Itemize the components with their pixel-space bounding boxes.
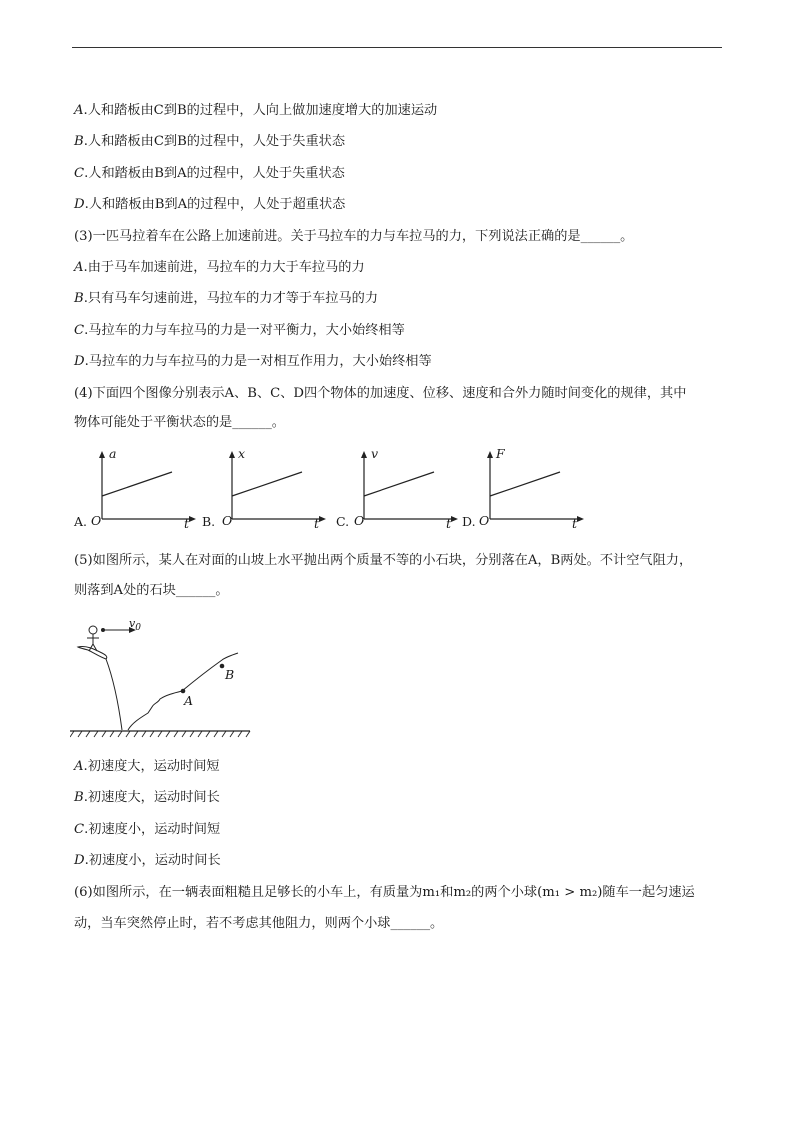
graph-a-x-arrow: [189, 516, 196, 522]
header-rule: [72, 47, 722, 48]
q3-option-d: D.马拉车的力与车拉马的力是一对相互作用力，大小始终相等: [74, 354, 432, 369]
left-cliff: [106, 659, 122, 730]
graph-a-y-label: a: [109, 446, 117, 461]
q5-stem-line1: (5)如图所示，某人在对面的山坡上水平抛出两个质量不等的小石块，分别落在A，B两处。不计空气阻力，: [74, 553, 693, 568]
q5-option-c: C.初速度小，运动时间短: [74, 822, 221, 837]
graph-b: [202, 447, 332, 532]
graph-d: [462, 447, 592, 532]
graph-c-label: C.: [336, 514, 350, 529]
option-c-q2: C.人和踏板由B到A的过程中，人处于失重状态: [74, 166, 345, 181]
ledge: [78, 646, 107, 659]
option-b-q2: B.人和踏板由C到B的过程中，人处于失重状态: [74, 134, 346, 149]
q3-option-b: B.只有马车匀速前进，马拉车的力才等于车拉马的力: [74, 291, 379, 306]
q5-option-b: B.初速度大，运动时间长: [74, 790, 220, 805]
q6-stem-line1: (6)如图所示，在一辆表面粗糙且足够长的小车上，有质量为m₁和m₂的两个小球(m₁ > m₂)随车一起匀速运: [74, 885, 695, 900]
ground-hatch: [70, 731, 250, 737]
graph-b-x-label: t: [314, 516, 320, 531]
graph-a-y-arrow: [99, 451, 105, 458]
graph-d-origin: O: [479, 513, 490, 528]
point-a-label: A: [184, 693, 194, 708]
graph-b-origin: O: [222, 513, 233, 528]
graph-a: [74, 447, 204, 532]
graph-d-line: [490, 472, 560, 496]
point-b-dot: [220, 664, 225, 669]
q5-stem-line2: 则落到A处的石块______。: [74, 583, 229, 598]
projectile-figure: [70, 615, 255, 740]
q3-option-a: A.由于马车加速前进，马拉车的力大于车拉马的力: [74, 260, 365, 275]
graph-a-origin: O: [91, 513, 102, 528]
graph-b-y-label: x: [238, 446, 246, 461]
graph-c-line: [364, 472, 434, 496]
graph-a-line: [102, 472, 172, 496]
point-b-label: B: [225, 667, 235, 682]
q6-stem-line2: 动，当车突然停止时，若不考虑其他阻力，则两个小球______。: [74, 916, 444, 931]
graph-c-origin: O: [354, 513, 365, 528]
graph-d-label: D.: [462, 514, 476, 529]
graph-b-line: [232, 472, 302, 496]
graph-b-label: B.: [202, 514, 216, 529]
q5-option-d: D.初速度小，运动时间长: [74, 853, 221, 868]
graph-d-x-label: t: [572, 516, 578, 531]
option-a-q2: A.人和踏板由C到B的过程中，人向上做加速度增大的加速运动: [74, 103, 438, 118]
person-head: [89, 626, 97, 634]
graph-c: [336, 447, 466, 532]
graph-d-y-label: F: [496, 446, 505, 461]
q4-stem-line2: 物体可能处于平衡状态的是______。: [74, 415, 285, 430]
q4-stem-line1: (4)下面四个图像分别表示A、B、C、D四个物体的加速度、位移、速度和合外力随时间变化的规律，其中: [74, 386, 687, 401]
v0-label: $v_0$: [129, 617, 141, 634]
option-d-q2: D.人和踏板由B到A的过程中，人处于超重状态: [74, 197, 346, 212]
q5-option-a: A.初速度大，运动时间短: [74, 759, 220, 774]
q3-option-c: C.马拉车的力与车拉马的力是一对平衡力，大小始终相等: [74, 323, 405, 338]
graph-a-x-label: t: [184, 516, 190, 531]
graph-c-x-label: t: [446, 516, 452, 531]
graph-c-y-label: v: [371, 446, 379, 461]
graph-a-label: A.: [74, 514, 88, 529]
q3-stem: (3)一匹马拉着车在公路上加速前进。关于马拉车的力与车拉马的力，下列说法正确的是______。: [74, 229, 634, 244]
